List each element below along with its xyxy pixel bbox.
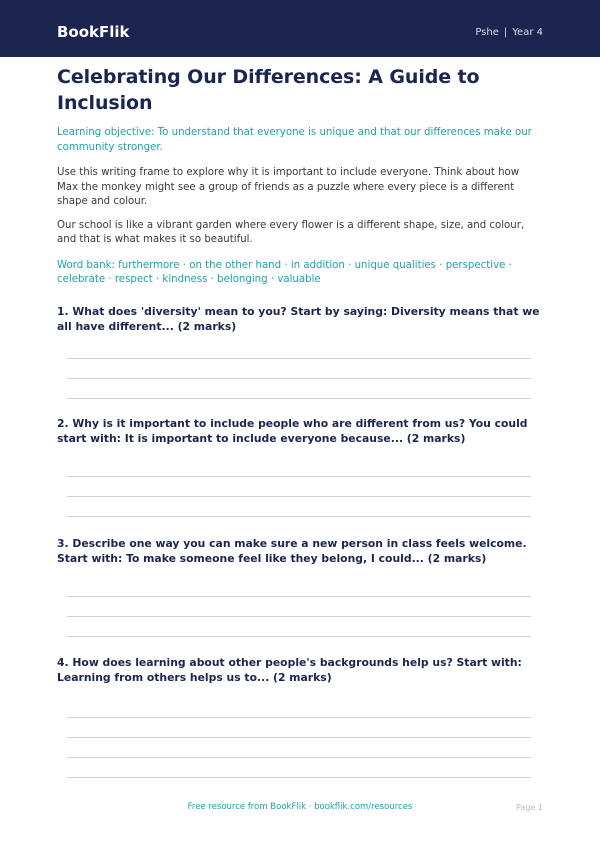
learning-objective: Learning objective: To understand that everyone is unique and that our differences make our community stronger. [57,127,532,153]
brand-logo[interactable]: BookFlik [57,23,130,41]
answer-line[interactable] [67,496,531,497]
header-meta [475,26,543,40]
answer-line[interactable] [67,717,531,718]
question-1 [57,304,543,399]
page-number: Page 1 [516,803,543,812]
question-1-prompt: 1. What does 'diversity' mean to you? Start by saying: Diversity means that we all have different... (2 marks) [57,304,540,333]
intro-paragraph-2: Our school is like a vibrant garden where every flower is a different shape, size, and colour, and that is what makes it so beautiful. [57,219,525,245]
answer-line[interactable] [67,596,531,597]
answer-line[interactable] [67,378,531,379]
answer-line[interactable] [67,757,531,758]
intro-paragraph-1: Use this writing frame to explore why it is important to include everyone. Think about how Max the monkey might see a group of friends as a puzzle where every piece is a different shape and colour. [57,167,520,207]
question-2 [57,416,543,517]
word-bank: Word bank: furthermore · on the other hand · in addition · unique qualities · perspective · celebrate · respect · kindness · belonging · valuable [57,259,512,285]
answer-line[interactable] [67,737,531,738]
footer-resource-link[interactable]: Free resource from BookFlik · bookflik.com/resources [187,802,413,812]
worksheet-title: Celebrating Our Differences: A Guide to Inclusion [57,66,480,114]
meta-separator: | [503,27,508,38]
answer-line[interactable] [67,358,531,359]
question-2-prompt: 2. Why is it important to include people who are different from us? You could start with: It is important to include everyone because... (2 marks) [57,416,528,445]
answer-line[interactable] [67,398,531,399]
worksheet-body [57,64,543,778]
answer-line[interactable] [67,476,531,477]
answer-area-2[interactable] [67,476,531,517]
year-label: Year 4 [512,27,543,38]
subject-label: Pshe [475,27,499,38]
answer-line[interactable] [67,616,531,617]
answer-line[interactable] [67,777,531,778]
question-4 [57,655,543,778]
answer-area-1[interactable] [67,358,531,399]
answer-line[interactable] [67,636,531,637]
question-4-prompt: 4. How does learning about other people's backgrounds help us? Start with: Learning from others helps us to... (2 marks) [57,655,522,684]
answer-line[interactable] [67,516,531,517]
page-header [0,0,600,57]
question-3 [57,536,543,637]
answer-area-3[interactable] [67,596,531,637]
question-3-prompt: 3. Describe one way you can make sure a new person in class feels welcome. Start with: To make someone feel like they belong, I could... (2 marks) [57,536,527,565]
answer-area-4[interactable] [67,717,531,778]
